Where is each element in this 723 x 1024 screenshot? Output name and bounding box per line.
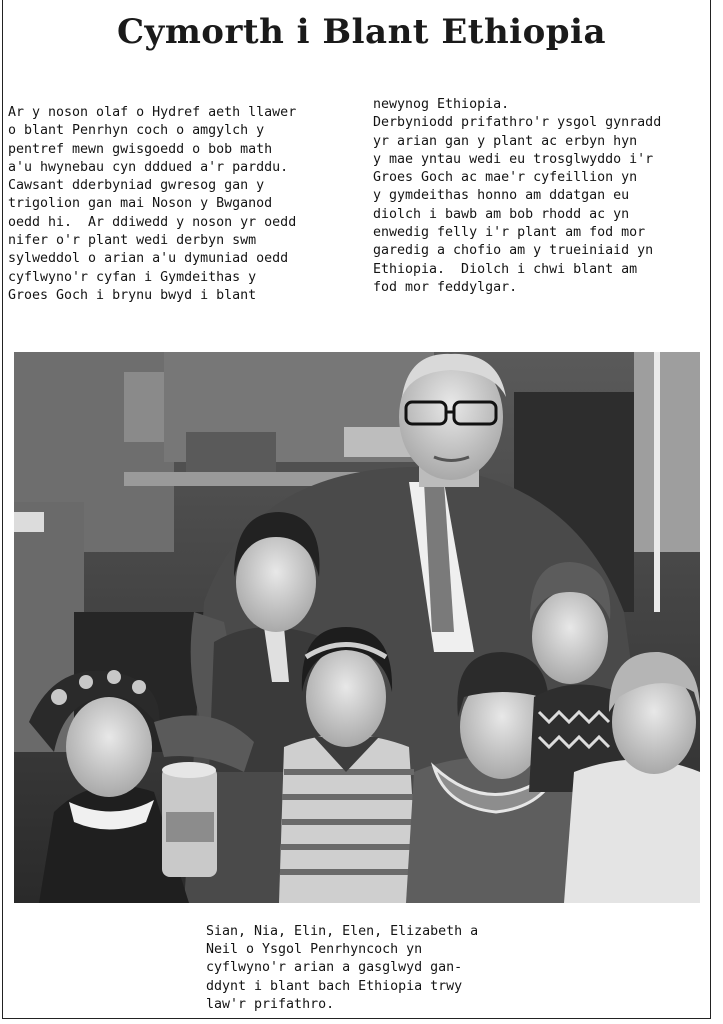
caption-line: cyflwyno'r arian a gasglwyd gan-	[206, 960, 463, 976]
text-line: garedig a chofio am y trueiniaid yn	[373, 243, 654, 259]
text-line: yr arian gan y plant ac erbyn hyn	[373, 133, 638, 149]
text-line: Derbyniodd prifathro'r ysgol gynradd	[373, 115, 662, 131]
caption-line: Neil o Ysgol Penrhyncoch yn	[206, 942, 423, 958]
text-line: oedd hi. Ar ddiwedd y noson yr oedd	[8, 214, 297, 230]
text-line: trigolion gan mai Noson y Bwganod	[8, 196, 273, 212]
text-line: Ar y noson olaf o Hydref aeth llawer	[8, 105, 297, 120]
text-line: a'u hwynebau cyn dddued a'r parddu.	[8, 159, 289, 175]
article-left-column	[8, 104, 296, 305]
text-line: enwedig felly i'r plant am fod mor	[373, 225, 646, 241]
caption-line: Sian, Nia, Elin, Elen, Elizabeth a	[206, 924, 479, 939]
text-line: Ethiopia. Diolch i chwi blant am	[373, 261, 638, 277]
group-photo	[14, 352, 700, 903]
text-line: nifer o'r plant wedi derbyn swm	[8, 233, 257, 249]
text-line: Cawsant dderbyniad gwresog gan y	[8, 178, 265, 194]
article-right-column	[373, 96, 661, 297]
text-line: newynog Ethiopia.	[373, 97, 510, 112]
text-line: diolch i bawb am bob rhodd ac yn	[373, 206, 630, 222]
caption-line: law'r prifathro.	[206, 996, 335, 1012]
text-line: sylweddol o arian a'u dymuniad oedd	[8, 251, 289, 267]
text-line: Groes Goch ac mae'r cyfeillion yn	[373, 170, 638, 186]
text-line: cyflwyno'r cyfan i Gymdeithas y	[8, 269, 257, 285]
text-line: fod mor feddylgar.	[373, 279, 518, 295]
text-line: y gymdeithas honno am ddatgan eu	[373, 188, 630, 204]
photo-caption	[206, 923, 478, 1014]
text-line: Groes Goch i brynu bwyd i blant	[8, 287, 257, 303]
text-line: o blant Penrhyn coch o amgylch y	[8, 123, 265, 139]
text-line: y mae yntau wedi eu trosglwyddo i'r	[373, 151, 654, 167]
caption-line: ddynt i blant bach Ethiopia trwy	[206, 978, 463, 994]
article-title: Cymorth i Blant Ethiopia	[117, 12, 606, 52]
text-line: pentref mewn gwisgoedd o bob math	[8, 141, 273, 157]
